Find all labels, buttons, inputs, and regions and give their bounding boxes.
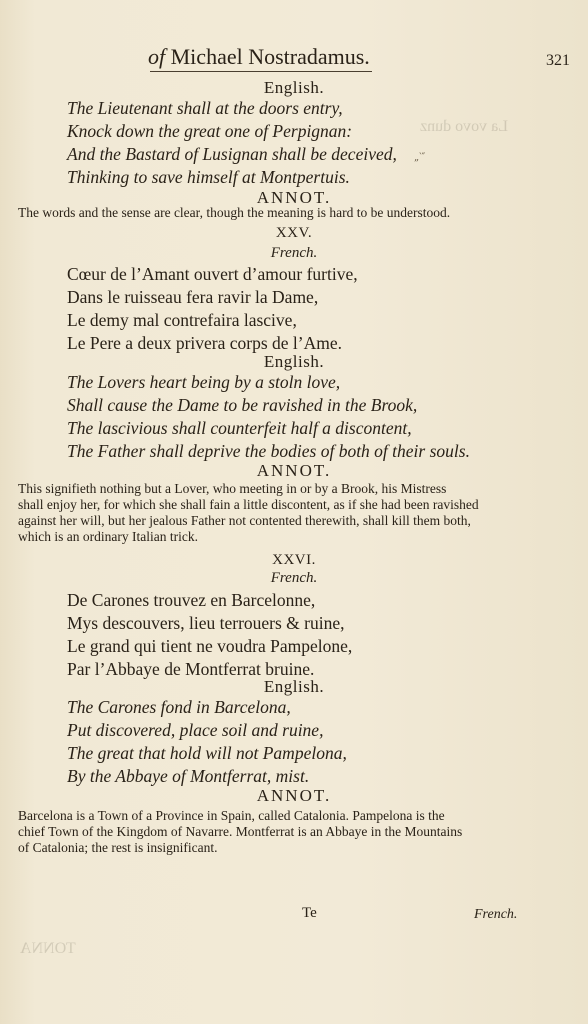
verse-line: Knock down the great one of Perpignan: [67,121,353,141]
english-heading-2: English. [263,352,325,371]
verse-line: The Carones fond in Barcelona, [67,697,291,717]
header-rule [150,71,372,72]
annot-line: chief Town of the Kingdom of Navarre. Montferrat is an Abbaye in the Mountains [18,824,463,839]
annot-text-2 [18,481,570,545]
verse-line: The Father shall deprive the bodies of both of their souls. [67,441,470,461]
verse-line: The lascivious shall counterfeit half a discontent, [67,418,412,438]
annot-line: The words and the sense are clear, though the meaning is hard to be understood. [18,205,451,220]
verse-line: Cœur de l’Amant ouvert d’amour furtive, [67,264,358,284]
verse-line: The Lieutenant shall at the doors entry, [67,98,343,118]
annot-line: of Catalonia; the rest is insignificant. [18,840,218,855]
english-verse-1 [67,97,397,189]
english-heading-1: English. [263,78,325,97]
verse-line: Thinking to save himself at Montpertuis. [67,167,350,187]
verse-line: Le grand qui tient ne voudra Pampelone, [67,636,353,656]
section-number-25: XXV. [275,225,313,241]
show-through-text: La vovo dunz [420,118,508,135]
show-through-text: TONNA [20,940,76,957]
annot-heading-1: ANNOT. [256,188,332,207]
verse-line: Put discovered, place soil and ruine, [67,720,324,740]
page-number: 321 [546,52,570,69]
signature-mark: Te [302,905,317,921]
verse-line: The great that hold will not Pampelona, [67,743,347,763]
verse-line: Le Pere a deux privera corps de l’Ame. [67,333,343,353]
verse-line: De Carones trouvez en Barcelonne, [67,590,316,610]
annot-text-3 [18,808,570,856]
annot-line: shall enjoy her, for which she shall fain a little discontent, as if she had been ravished [18,497,479,512]
running-head-title: Michael Nostradamus. [170,44,370,69]
verse-line: By the Abbaye of Montferrat, mist. [67,766,310,786]
annot-line: which is an ordinary Italian trick. [18,529,198,544]
french-heading-3: French. [270,570,318,586]
french-verse-3 [67,589,352,681]
verse-line: Shall cause the Dame to be ravished in the Brook, [67,395,418,415]
english-verse-3 [67,696,347,788]
annot-line: against her will, but her jealous Father not contented therewith, shall kill them both, [18,513,471,528]
annot-line: Barcelona is a Town of a Province in Spain, called Catalonia. Pampelona is the [18,808,445,823]
verse-line: Dans le ruisseau fera ravir la Dame, [67,287,319,307]
french-heading-2: French. [270,245,318,261]
margin-mark: „‵″ [414,152,426,163]
running-head [148,44,370,70]
verse-line: And the Bastard of Lusignan shall be deceived, [67,144,397,164]
verse-line: Par l’Abbaye de Montferrat bruine. [67,659,315,679]
verse-line: Mys descouvers, lieu terrouers & ruine, [67,613,345,633]
section-number-26: XXVI. [272,552,316,568]
verse-line: Le demy mal contrefaira lascive, [67,310,297,330]
french-verse-2 [67,263,358,355]
verse-line: The Lovers heart being by a stoln love, [67,372,341,392]
annot-heading-3: ANNOT. [256,786,332,805]
catchword: French. [474,907,518,922]
english-verse-2 [67,371,470,463]
annot-text-1 [18,205,570,221]
annot-heading-2: ANNOT. [256,461,332,480]
english-heading-3: English. [263,677,325,696]
running-head-of: of [148,44,166,69]
annot-line: This signifieth nothing but a Lover, who meeting in or by a Brook, his Mistress [18,481,447,496]
